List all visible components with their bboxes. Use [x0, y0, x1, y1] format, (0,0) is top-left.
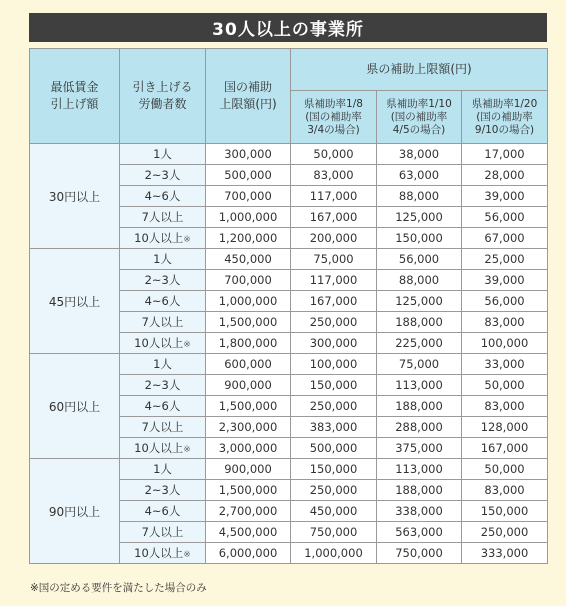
worker-count-label: 7人以上 [141, 525, 184, 539]
pref-1-8-cell: 167,000 [291, 291, 377, 312]
pref-1-8-cell: 250,000 [291, 480, 377, 501]
worker-count-label: 7人以上 [141, 315, 184, 329]
pref-1-20-cell: 83,000 [462, 480, 548, 501]
worker-count-label: 1人 [153, 252, 172, 266]
table-row [30, 249, 548, 270]
worker-count-label: 4~6人 [144, 504, 181, 518]
pref-1-8-cell: 150,000 [291, 459, 377, 480]
national-limit-cell: 1,200,000 [206, 228, 291, 249]
national-limit-cell: 1,800,000 [206, 333, 291, 354]
pref-1-8-cell: 167,000 [291, 207, 377, 228]
pref-1-8-cell: 500,000 [291, 438, 377, 459]
national-limit-cell: 900,000 [206, 375, 291, 396]
worker-count-cell [120, 417, 206, 438]
national-limit-cell: 900,000 [206, 459, 291, 480]
worker-count-cell [120, 438, 206, 459]
pref-1-10-cell: 63,000 [377, 165, 462, 186]
pref-1-10-cell: 75,000 [377, 354, 462, 375]
worker-count-cell [120, 312, 206, 333]
pref-1-8-cell: 200,000 [291, 228, 377, 249]
footnote: ※国の定める要件を満たした場合のみ [30, 582, 207, 594]
national-limit-cell: 300,000 [206, 144, 291, 165]
pref-1-20-cell: 128,000 [462, 417, 548, 438]
worker-count-label: 1人 [153, 357, 172, 371]
national-limit-cell: 6,000,000 [206, 543, 291, 564]
national-limit-cell: 450,000 [206, 249, 291, 270]
note-mark: ※ [183, 550, 191, 560]
pref-1-20-cell: 33,000 [462, 354, 548, 375]
worker-count-cell [120, 396, 206, 417]
pref-1-8-cell: 117,000 [291, 186, 377, 207]
pref-1-10-cell: 125,000 [377, 207, 462, 228]
pref-1-8-cell: 750,000 [291, 522, 377, 543]
pref-1-8-cell: 1,000,000 [291, 543, 377, 564]
pref-1-20-cell: 56,000 [462, 291, 548, 312]
header-national-limit: 国の補助 上限額(円) [206, 49, 291, 144]
pref-1-10-cell: 288,000 [377, 417, 462, 438]
worker-count-label: 10人以上 [134, 336, 184, 350]
national-limit-cell: 1,500,000 [206, 480, 291, 501]
pref-1-10-cell: 750,000 [377, 543, 462, 564]
worker-count-label: 4~6人 [144, 399, 181, 413]
worker-count-cell [120, 375, 206, 396]
worker-count-label: 2~3人 [144, 273, 181, 287]
pref-1-10-cell: 338,000 [377, 501, 462, 522]
pref-1-10-cell: 38,000 [377, 144, 462, 165]
national-limit-cell: 2,700,000 [206, 501, 291, 522]
page-title: 30人以上の事業所 [29, 13, 547, 42]
national-limit-cell: 2,300,000 [206, 417, 291, 438]
worker-count-cell [120, 501, 206, 522]
national-limit-cell: 1,000,000 [206, 291, 291, 312]
worker-count-cell [120, 480, 206, 501]
pref-1-10-cell: 188,000 [377, 396, 462, 417]
pref-1-20-cell: 56,000 [462, 207, 548, 228]
pref-1-8-cell: 100,000 [291, 354, 377, 375]
pref-1-10-cell: 563,000 [377, 522, 462, 543]
pref-1-10-cell: 113,000 [377, 375, 462, 396]
worker-count-label: 1人 [153, 462, 172, 476]
pref-1-8-cell: 83,000 [291, 165, 377, 186]
header-pref-rate-1-8: 県補助率1/8 (国の補助率 3/4の場合) [291, 91, 377, 144]
worker-count-label: 7人以上 [141, 420, 184, 434]
national-limit-cell: 1,500,000 [206, 396, 291, 417]
wage-increase-cell: 90円以上 [30, 459, 120, 564]
pref-1-20-cell: 83,000 [462, 312, 548, 333]
pref-1-8-cell: 450,000 [291, 501, 377, 522]
pref-1-10-cell: 225,000 [377, 333, 462, 354]
pref-1-20-cell: 83,000 [462, 396, 548, 417]
pref-1-8-cell: 300,000 [291, 333, 377, 354]
pref-1-8-cell: 117,000 [291, 270, 377, 291]
pref-1-10-cell: 375,000 [377, 438, 462, 459]
pref-1-20-cell: 67,000 [462, 228, 548, 249]
pref-1-10-cell: 56,000 [377, 249, 462, 270]
table-body [30, 144, 548, 564]
worker-count-cell [120, 144, 206, 165]
note-mark: ※ [183, 445, 191, 455]
worker-count-label: 10人以上 [134, 441, 184, 455]
pref-1-20-cell: 250,000 [462, 522, 548, 543]
header-pref-rate-1-20: 県補助率1/20 (国の補助率 9/10の場合) [462, 91, 548, 144]
wage-increase-cell: 60円以上 [30, 354, 120, 459]
note-mark: ※ [183, 235, 191, 245]
worker-count-label: 10人以上 [134, 546, 184, 560]
pref-1-20-cell: 28,000 [462, 165, 548, 186]
worker-count-cell [120, 207, 206, 228]
pref-1-20-cell: 100,000 [462, 333, 548, 354]
pref-1-10-cell: 125,000 [377, 291, 462, 312]
table-row [30, 459, 548, 480]
pref-1-8-cell: 250,000 [291, 312, 377, 333]
national-limit-cell: 500,000 [206, 165, 291, 186]
worker-count-label: 2~3人 [144, 378, 181, 392]
worker-count-cell [120, 291, 206, 312]
pref-1-20-cell: 50,000 [462, 375, 548, 396]
note-mark: ※ [183, 340, 191, 350]
pref-1-8-cell: 75,000 [291, 249, 377, 270]
worker-count-cell [120, 543, 206, 564]
worker-count-cell [120, 165, 206, 186]
subsidy-table [29, 48, 548, 564]
worker-count-label: 2~3人 [144, 168, 181, 182]
worker-count-cell [120, 186, 206, 207]
table-row [30, 354, 548, 375]
pref-1-20-cell: 25,000 [462, 249, 548, 270]
worker-count-label: 1人 [153, 147, 172, 161]
worker-count-label: 2~3人 [144, 483, 181, 497]
header-pref-rate-1-10: 県補助率1/10 (国の補助率 4/5の場合) [377, 91, 462, 144]
pref-1-10-cell: 88,000 [377, 186, 462, 207]
worker-count-cell [120, 333, 206, 354]
pref-1-20-cell: 333,000 [462, 543, 548, 564]
pref-1-10-cell: 113,000 [377, 459, 462, 480]
national-limit-cell: 700,000 [206, 186, 291, 207]
pref-1-10-cell: 88,000 [377, 270, 462, 291]
pref-1-8-cell: 250,000 [291, 396, 377, 417]
header-wage-increase: 最低賃金 引上げ額 [30, 49, 120, 144]
national-limit-cell: 3,000,000 [206, 438, 291, 459]
worker-count-cell [120, 228, 206, 249]
header-prefecture-limit: 県の補助上限額(円) [291, 49, 548, 91]
worker-count-cell [120, 522, 206, 543]
pref-1-8-cell: 50,000 [291, 144, 377, 165]
worker-count-label: 4~6人 [144, 189, 181, 203]
worker-count-cell [120, 249, 206, 270]
national-limit-cell: 4,500,000 [206, 522, 291, 543]
pref-1-20-cell: 150,000 [462, 501, 548, 522]
wage-increase-cell: 30円以上 [30, 144, 120, 249]
pref-1-8-cell: 150,000 [291, 375, 377, 396]
worker-count-label: 7人以上 [141, 210, 184, 224]
pref-1-20-cell: 39,000 [462, 186, 548, 207]
national-limit-cell: 1,500,000 [206, 312, 291, 333]
worker-count-cell [120, 270, 206, 291]
worker-count-cell [120, 459, 206, 480]
national-limit-cell: 600,000 [206, 354, 291, 375]
header-worker-count: 引き上げる 労働者数 [120, 49, 206, 144]
pref-1-10-cell: 150,000 [377, 228, 462, 249]
pref-1-8-cell: 383,000 [291, 417, 377, 438]
pref-1-10-cell: 188,000 [377, 312, 462, 333]
pref-1-10-cell: 188,000 [377, 480, 462, 501]
worker-count-label: 10人以上 [134, 231, 184, 245]
pref-1-20-cell: 39,000 [462, 270, 548, 291]
worker-count-label: 4~6人 [144, 294, 181, 308]
pref-1-20-cell: 50,000 [462, 459, 548, 480]
national-limit-cell: 1,000,000 [206, 207, 291, 228]
pref-1-20-cell: 167,000 [462, 438, 548, 459]
pref-1-20-cell: 17,000 [462, 144, 548, 165]
national-limit-cell: 700,000 [206, 270, 291, 291]
table-row [30, 144, 548, 165]
worker-count-cell [120, 354, 206, 375]
wage-increase-cell: 45円以上 [30, 249, 120, 354]
